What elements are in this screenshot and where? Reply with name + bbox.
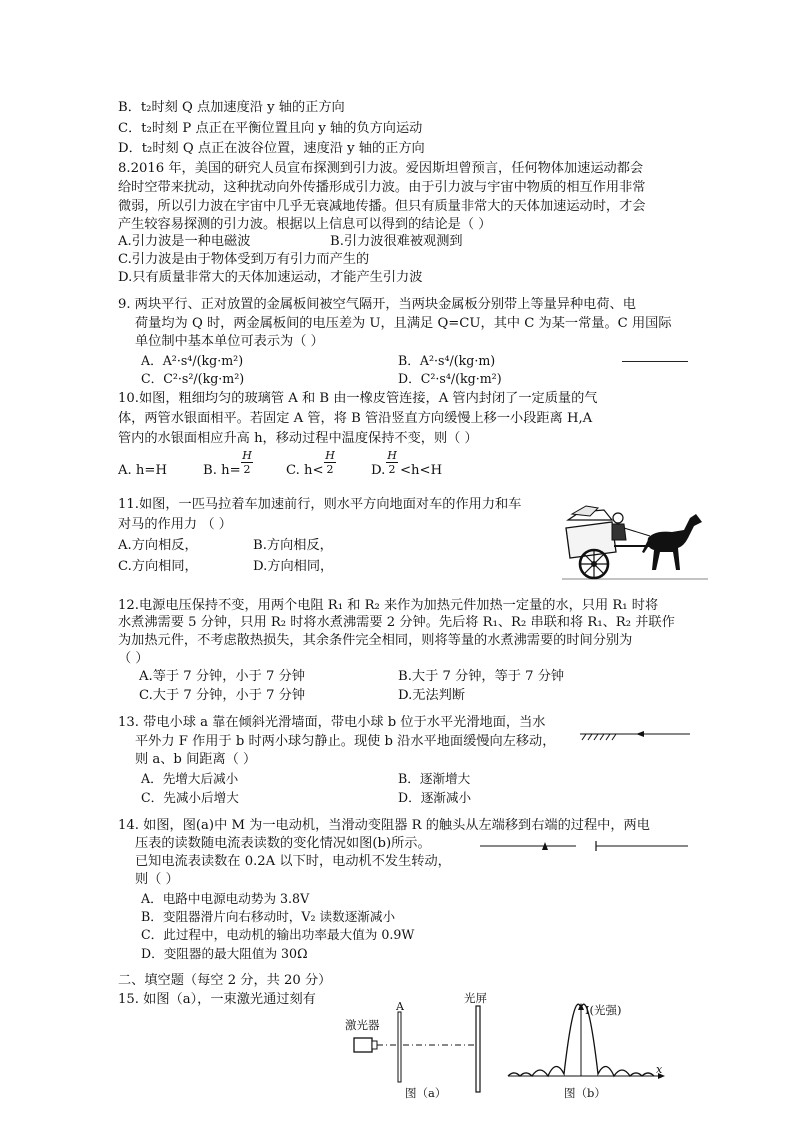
slit-label: A <box>396 1000 404 1013</box>
q13-stem-line2: 平外力 F 作用于 b 时两小球匀静止。现使 b 沿水平地面缓慢向左移动， <box>135 734 556 749</box>
q8-option-b: B.引力波很难被观测到 <box>330 234 463 249</box>
q10-option-d-suffix: <h<H <box>400 463 443 478</box>
q9-stem-line1: 9. 两块平行、正对放置的金属板间被空气隔开，当两块金属板分别带上等量异种电荷、电 <box>118 297 636 312</box>
fraction-numerator: H <box>242 449 252 462</box>
q10-option-b: B. h= <box>203 463 241 478</box>
q11-stem-line2: 对马的作用力 （ ） <box>118 517 232 532</box>
q8-option-d: D.只有质量非常大的天体加速运动，才能产生引力波 <box>118 270 423 285</box>
q9-option-c: C．C²·s²/(kg·m²) <box>141 371 245 386</box>
q7-option-c: C．t₂时刻 P 点正在平衡位置且向 y 轴的负方向运动 <box>118 121 423 136</box>
q14-stem-line2: 压表的读数随电流表读数的变化情况如图(b)所示。 <box>135 836 431 851</box>
q8-stem-line4: 产生较容易探测的引力波。根据以上信息可以得到的结论是（ ） <box>118 217 492 232</box>
q10-option-d-prefix: D. <box>371 463 386 478</box>
q14-option-b: B．变阻器滑片向右移动时，V₂ 读数逐渐减小 <box>141 909 396 924</box>
q13-stem-line3: 则 a、b 间距离（ ） <box>135 752 257 767</box>
q10-fraction-b <box>241 449 253 476</box>
fraction-denominator: 2 <box>243 463 251 476</box>
q12-stem-line3: 为加热元件，不考虑散热损失，其余条件完全相同，则将等量的水煮沸需要的时间分别为 <box>118 633 633 648</box>
q15-figure-a <box>340 991 490 1104</box>
q9-stem-line3: 单位制中基本单位可表示为（ ） <box>135 334 324 349</box>
q14-stem-line4: 则（ ） <box>135 872 179 887</box>
q14-option-a: A．电路中电源电动势为 3.8V <box>141 891 310 906</box>
q11-option-c: C.方向相同， <box>118 559 198 574</box>
q12-option-a: A.等于 7 分钟，小于 7 分钟 <box>139 669 305 684</box>
q13-stem-line1: 13. 带电小球 a 靠在倾斜光滑墙面，带电小球 b 位于水平光滑地面，当水 <box>118 715 546 730</box>
q10-stem-line2: 体，两管水银面相平。若固定 A 管，将 B 管沿竖直方向缓慢上移一小段距离 H,A <box>118 411 593 426</box>
q13-ground-figure <box>576 728 692 742</box>
intensity-axis-label: I(光强) <box>585 1003 622 1017</box>
q15-stem-line1: 15. 如图（a），一束激光通过刻有 <box>118 992 316 1007</box>
q14-circuit-fragment <box>480 838 690 854</box>
q12-stem-line4: （ ） <box>118 651 149 666</box>
q12-option-c: C.大于 7 分钟，小于 7 分钟 <box>139 688 306 703</box>
q7-option-d: D．t₂时刻 Q 点正在波谷位置，速度沿 y 轴的正方向 <box>118 141 425 156</box>
horse-cart-illustration <box>560 500 710 585</box>
caption-b: 图（b） <box>564 1086 606 1100</box>
q10-fraction-d <box>386 449 398 476</box>
q13-option-c: C．先减小后增大 <box>141 790 239 805</box>
q10-fraction-c <box>324 449 336 476</box>
q10-option-c: C. h< <box>286 463 324 478</box>
fraction-denominator: 2 <box>326 463 334 476</box>
section-fill-in-title: 二、填空题（每空 2 分，共 20 分） <box>118 973 332 988</box>
q14-stem-line1: 14. 如图，图(a)中 M 为一电动机，当滑动变阻器 R 的触头从左端移到右端的过程中，两电 <box>118 818 650 833</box>
q8-option-c: C.引力波是由于物体受到万有引力而产生的 <box>118 252 370 267</box>
q13-option-b: B．逐渐增大 <box>398 771 471 786</box>
q9-option-b: B．A²·s⁴/(kg·m) <box>398 353 496 368</box>
q8-stem-line2: 给时空带来扰动，这种扰动向外传播形成引力波。由于引力波与宇宙中物质的相互作用非常 <box>118 180 646 195</box>
q11-stem-line1: 11.如图，一匹马拉着车加速前行，则水平方向地面对车的作用力和车 <box>118 497 522 512</box>
q10-stem-line1: 10.如图，粗细均匀的玻璃管 A 和 B 由一橡皮管连接，A 管内封闭了一定质量的气 <box>118 391 598 406</box>
x-axis-label: x <box>656 1063 663 1076</box>
q8-stem-line1: 8.2016 年，美国的研究人员宣布探测到引力波。爱因斯坦曾预言，任何物体加速运动都会 <box>118 161 644 176</box>
caption-a: 图（a） <box>405 1086 447 1100</box>
figure-line <box>622 361 688 362</box>
q11-option-d: D.方向相同， <box>253 559 334 574</box>
q11-option-b: B.方向相反， <box>253 538 333 553</box>
q11-option-a: A.方向相反， <box>118 538 198 553</box>
screen-label: 光屏 <box>464 991 487 1005</box>
q9-option-d: D．C²·s⁴/(kg·m²) <box>398 371 502 386</box>
q13-option-d: D．逐渐减小 <box>398 790 472 805</box>
q15-figure-b <box>504 1000 684 1104</box>
q14-stem-line3: 已知电流表读数在 0.2A 以下时，电动机不发生转动， <box>135 854 451 869</box>
q14-option-d: D．变阻器的最大阻值为 30Ω <box>141 946 308 961</box>
fraction-denominator: 2 <box>388 463 396 476</box>
q7-option-b: B．t₂时刻 Q 点加速度沿 y 轴的正方向 <box>118 100 345 115</box>
laser-label: 激光器 <box>345 1018 380 1032</box>
q12-stem-line1: 12.电源电压保持不变，用两个电阻 R₁ 和 R₂ 来作为加热元件加热一定量的水，只用 R₁ 时将 <box>118 598 659 613</box>
q14-option-c: C．此过程中，电动机的输出功率最大值为 0.9W <box>141 927 415 942</box>
fraction-numerator: H <box>387 449 397 462</box>
q8-stem-line3: 微弱，所以引力波在宇宙中几乎无衰减地传播。但只有质量非常大的天体加速运动时，才会 <box>118 199 646 214</box>
q9-option-a: A．A²·s⁴/(kg·m²) <box>141 353 244 368</box>
fraction-numerator: H <box>325 449 335 462</box>
q10-stem-line3: 管内的水银面相应升高 h，移动过程中温度保持不变，则（ ） <box>118 431 478 446</box>
q12-option-b: B.大于 7 分钟，等于 7 分钟 <box>398 669 565 684</box>
q12-stem-line2: 水煮沸需要 5 分钟，只用 R₂ 时将水煮沸需要 2 分钟。先后将 R₁、R₂ 串联和将 R₁、R₂ 并联作 <box>118 615 675 630</box>
q9-stem-line2: 荷量均为 Q 时，两金属板间的电压差为 U，且满足 Q=CU，其中 C 为某一常量。C 用国际 <box>135 316 672 331</box>
q13-option-a: A．先增大后减小 <box>141 771 239 786</box>
q10-option-a: A. h=H <box>118 463 167 478</box>
q8-option-a: A.引力波是一种电磁波 <box>118 234 251 249</box>
q12-option-d: D.无法判断 <box>398 688 466 703</box>
